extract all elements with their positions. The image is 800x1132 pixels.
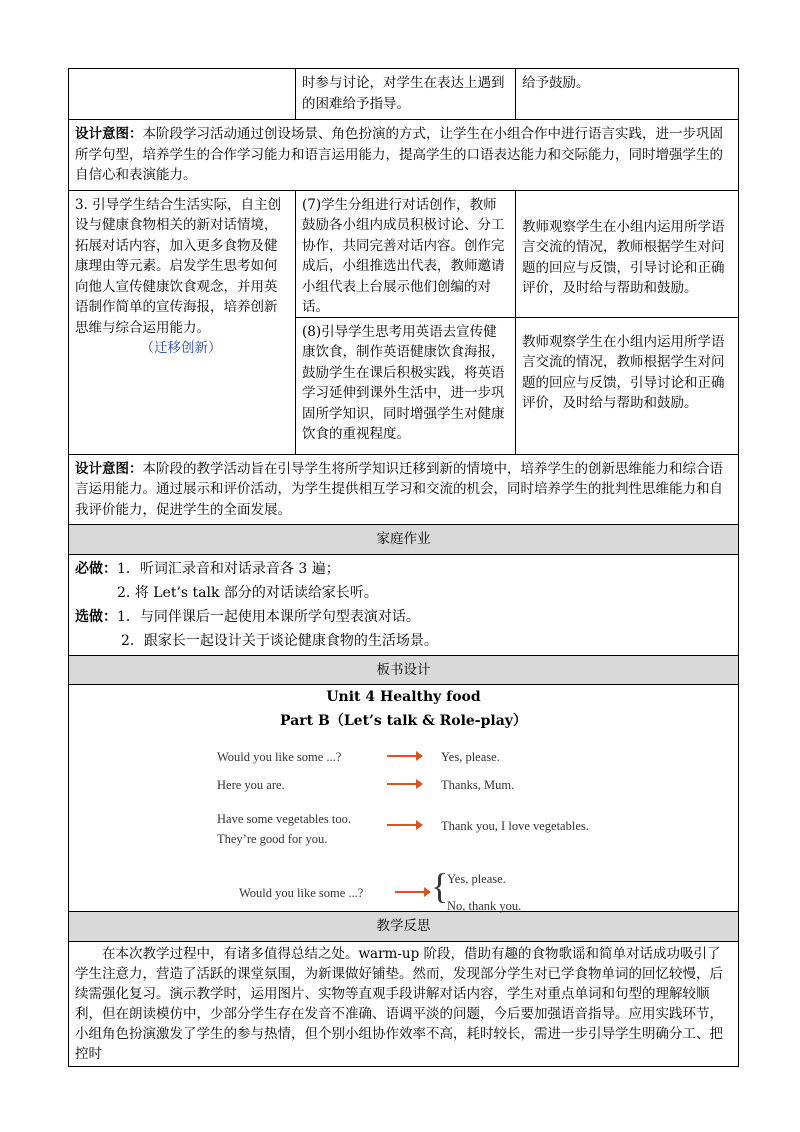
evaluation-8: 教师观察学生在小组内运用所学语言交流的情况，教师根据学生对问题的回应与反馈，引导讨论和正确评价，及时给与帮助和鼓励。 (516, 317, 738, 450)
board-question-3b: They’re good for you. (217, 832, 328, 846)
design-intent-label: 设计意图： (75, 126, 143, 142)
board-answer-2: Thanks, Mum. (441, 778, 515, 792)
design-intent-row-1 (69, 120, 739, 191)
step3-tag: （迁移创新） (140, 340, 222, 356)
lesson-plan-table (68, 68, 739, 1067)
design-intent-1 (69, 120, 739, 191)
board-question-4: Would you like some ...? (239, 886, 364, 900)
evaluation-7: 教师观察学生在小组内运用所学语言交流的情况，教师根据学生对问题的回应与反馈，引导讨论和正确评价，及时给与帮助和鼓励。 (522, 218, 725, 296)
board-answer-3: Thank you, I love vegetables. (441, 819, 589, 833)
homework-opt-1 (75, 605, 732, 629)
step3-description: 3. 引导学生结合生活实际，自主创设与健康食物相关的新对话情境，拓展对话内容，加入更多食物及健康理由等元素。启发学生思考如何向他人宣传健康饮食观念，并用英语制作简单的宣传海报，培养创新思维与综合运用能力。 (75, 196, 282, 336)
design-intent-text: 本阶段的教学活动旨在引导学生将所学知识迁移到新的情境中，培养学生的创新思维能力和综合语言运用能力。通过展示和评价活动，为学生提供相互学习和交流的机会，同时培养学生的批判性思维能力和自我评价能力，促进学生的全面发展。 (75, 460, 723, 518)
reflection-text: 在本次教学过程中，有诸多值得总结之处。warm-up 阶段，借助有趣的食物歌谣和简单对话成功吸引了学生注意力，营造了活跃的课堂氛围，为新课做好铺垫。然而，发现部分学生对已学食物单词的回忆较慢，后续需强化复习。演示教学时，运用图片、实物等直观手段讲解对话内容，学生对重点单词和句型的理解较顺利，但在朗读模仿中，少部分学生存在发音不准确、语调平淡的问题，今后要加强语音指导。应用实践环节，小组角色扮演激发了学生的参与热情，但个别小组协作效率不高，耗时较长，需进一步引导学生明确分工、把控时 (75, 945, 723, 1062)
homework-row (69, 554, 739, 655)
top-middle-cell: 时参与讨论，对学生在表达上遇到的困难给予指导。 (296, 69, 516, 120)
board-answer-4b: No, thank you. (447, 899, 522, 913)
step3-row (69, 190, 739, 454)
top-right-cell: 给予鼓励。 (516, 69, 739, 120)
top-row (69, 69, 739, 120)
board-question-3a: Have some vegetables too. (217, 812, 351, 826)
arrow-icon (387, 783, 417, 785)
must-label: 必做： (75, 560, 117, 577)
homework-content (69, 554, 739, 655)
arrow-icon (387, 755, 417, 757)
board-title-2: Part B（Let’s talk & Role-play） (280, 713, 527, 729)
homework-must-2: 2. 将 Let’s talk 部分的对话读给家长听。 (117, 584, 378, 601)
board-answer-1: Yes, please. (441, 750, 500, 764)
must-item-1: 1．听词汇录音和对话录音各 3 遍； (117, 560, 340, 577)
homework-must-1 (75, 557, 732, 581)
optional-item-1: 1．与同伴课后一起使用本课所学句型表演对话。 (117, 608, 420, 625)
design-intent-2 (69, 454, 739, 525)
design-intent-label: 设计意图： (75, 460, 143, 477)
reflection-row (69, 941, 739, 1066)
step3-middle-cell (296, 190, 516, 454)
optional-label: 选做： (75, 608, 117, 625)
homework-header: 家庭作业 (69, 525, 739, 555)
top-left-cell (69, 69, 296, 120)
step3-right-cell (516, 190, 739, 454)
design-intent-text: 本阶段学习活动通过创设场景、角色扮演的方式，让学生在小组合作中进行语言实践，进一步巩固所学句型，培养学生的合作学习能力和语言运用能力，提高学生的口语表达能力和交际能力，同时增强学生的自信心和表演能力。 (75, 126, 723, 183)
board-answer-4a: Yes, please. (447, 872, 506, 886)
homework-opt-2: 2．跟家长一起设计关于谈论健康食物的生活场景。 (121, 632, 438, 649)
step3-left-cell (69, 190, 296, 454)
activity-7: (7)学生分组进行对话创作，教师鼓励各小组内成员积极讨论、分工协作，共同完善对话内容。创作完成后，小组推选出代表，教师邀请小组代表上台展示他们创编的对话。 (302, 196, 505, 315)
board-content (69, 685, 739, 912)
board-row (69, 685, 739, 912)
lesson-plan-page (68, 68, 738, 1067)
board-question-2: Here you are. (217, 778, 285, 792)
brace-icon: { (431, 866, 449, 906)
homework-header-row (69, 525, 739, 555)
board-dialogue (75, 733, 732, 911)
board-header-row (69, 655, 739, 685)
arrow-icon (387, 824, 417, 826)
board-title-1: Unit 4 Healthy food (326, 689, 481, 705)
board-header: 板书设计 (69, 655, 739, 685)
activity-8: (8)引导学生思考用英语去宣传健康饮食，制作英语健康饮食海报，鼓励学生在课后积极实践，将英语学习延伸到课外生活中，进一步巩固所学知识，同时增强学生对健康饮食的重视程度。 (296, 317, 515, 454)
board-question-1: Would you like some ...? (217, 750, 342, 764)
design-intent-row-2 (69, 454, 739, 525)
reflection-header: 教学反思 (69, 912, 739, 942)
reflection-header-row (69, 912, 739, 942)
arrow-icon (395, 891, 425, 893)
reflection-content (69, 941, 739, 1066)
